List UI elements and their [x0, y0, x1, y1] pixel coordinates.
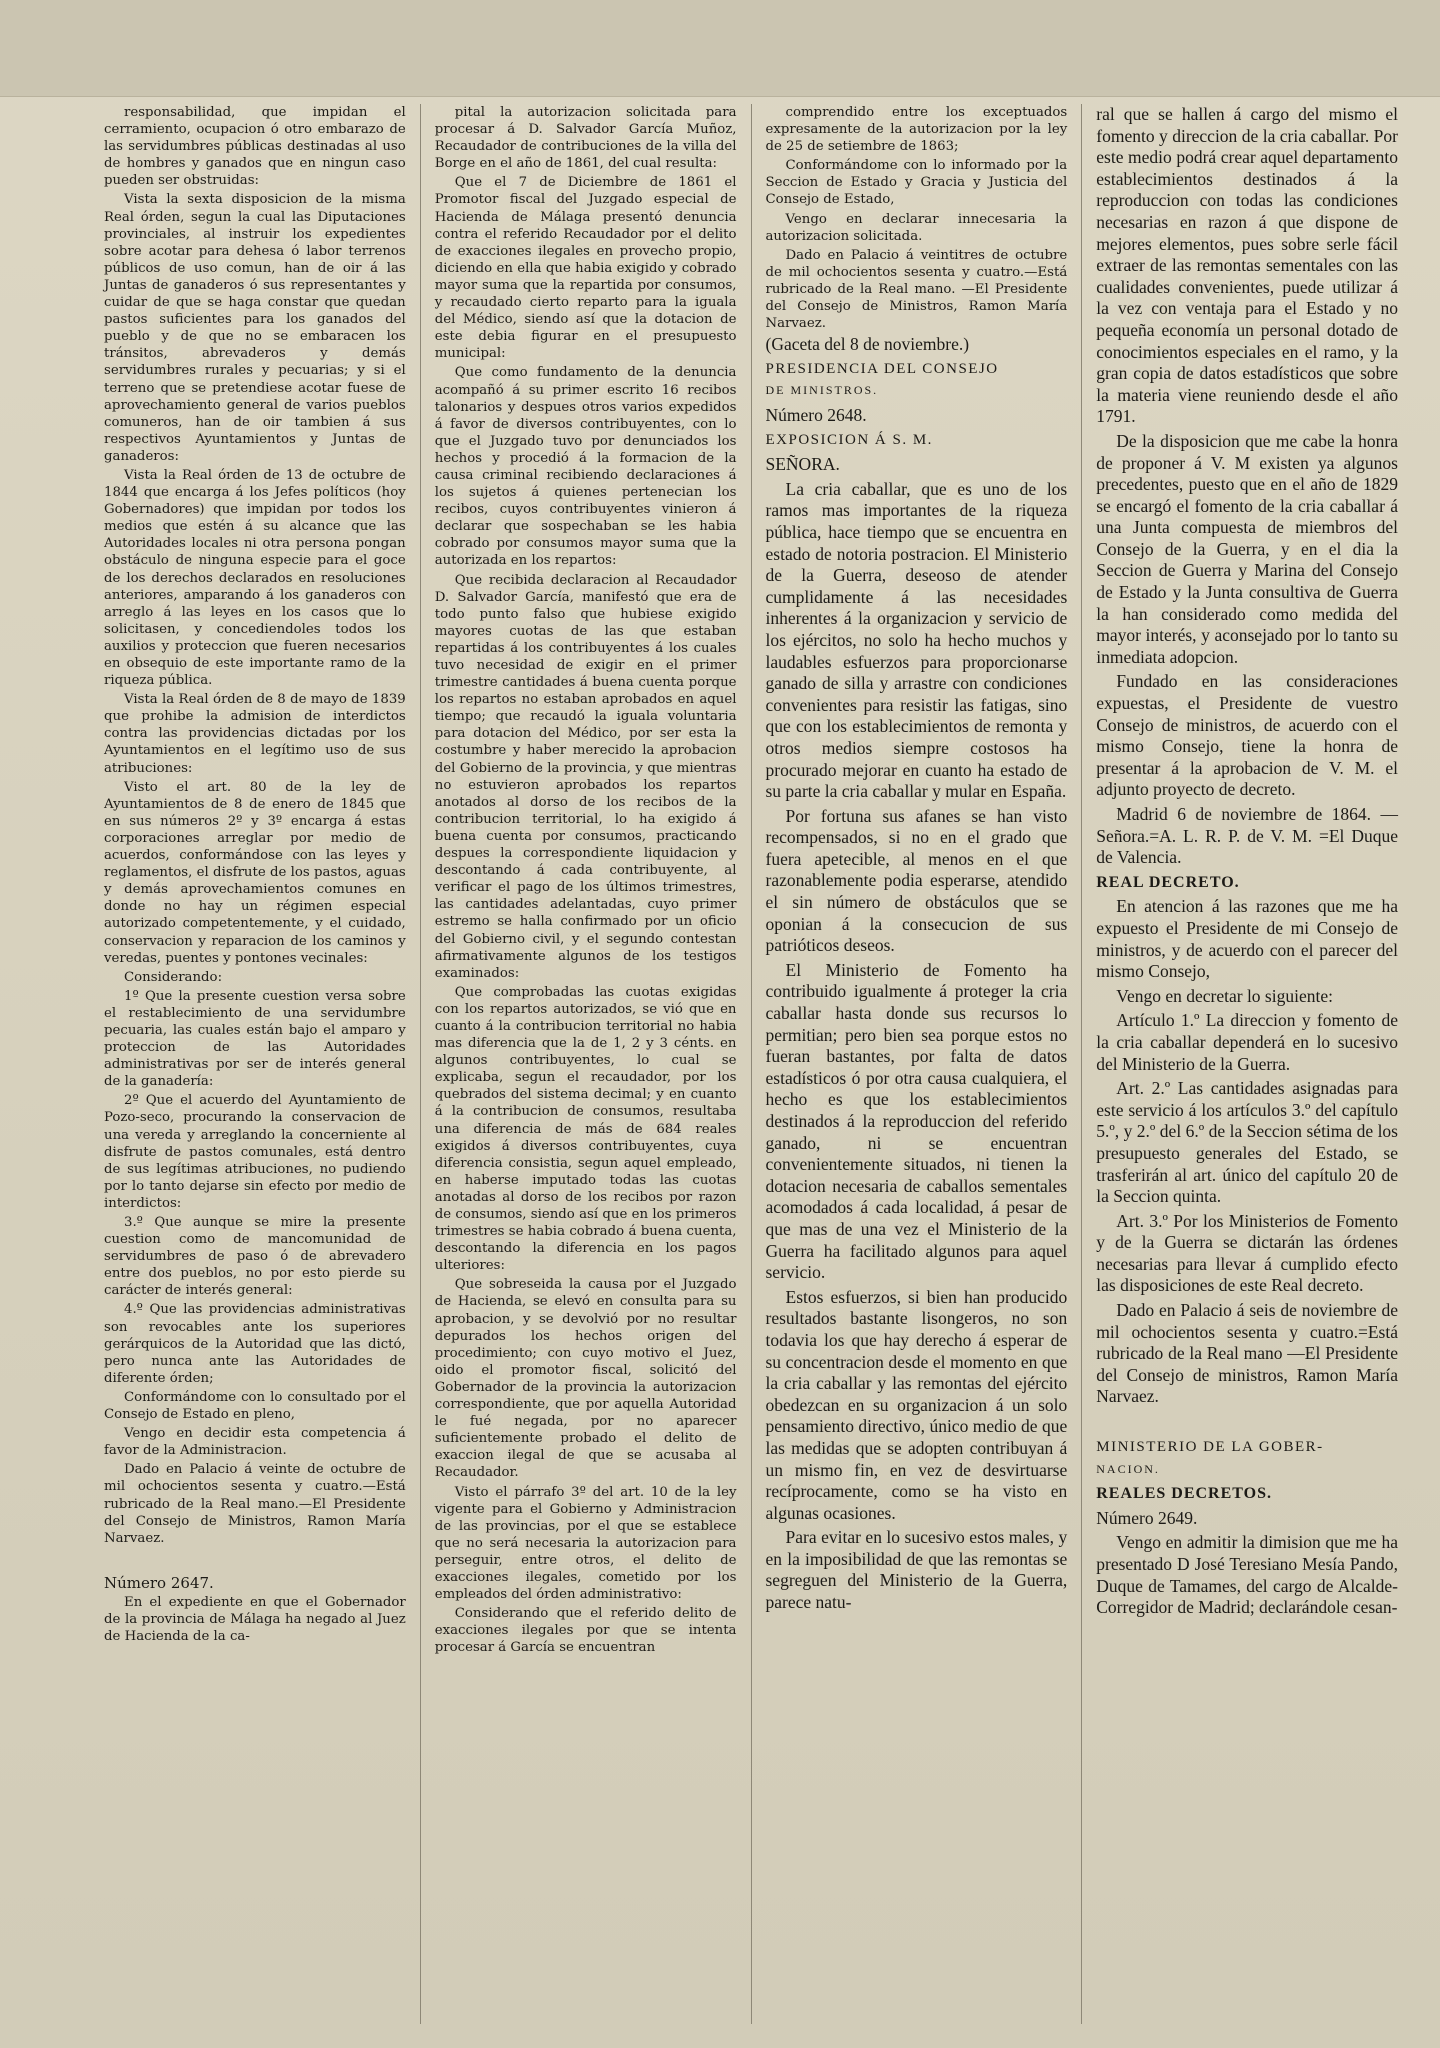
paragraph: Por fortuna sus afanes se han visto recompensados, si no en el grado que fuera apetecible, al menos en el que razonablemente podia esperarse, atendido el sin número de obstáculos que se oponian á la consecucion de sus patrióticos deseos. — [765, 805, 1068, 956]
paragraph: La cria caballar, que es uno de los ramos mas importantes de la riqueza pública, hace tiempo que se encuentra en estado de notoria postracion. El Ministerio de la Guerra, deseoso de atender cumplidamente á las necesidades inherentes á la organizacion y servicio de los ejércitos, no solo ha hecho muchos y laudables esfuerzos para proporcionarse ganado de silla y arrastre con condiciones convenientes para resistir las fatigas, sino que con los establecimientos de remonta y otros medios siempre costosos ha procurado mejorar en cuanto ha estado de su parte la cria caballar y mular en España. — [765, 478, 1068, 802]
paragraph: En el expediente en que el Gobernador de la provincia de Málaga ha negado al Juez de Hacienda de la ca- — [104, 1594, 406, 1645]
section-number: Número 2649. — [1096, 1507, 1198, 1528]
decree-title: REAL DECRETO. — [1096, 873, 1240, 891]
paragraph: responsabilidad, que impidan el cerramiento, ocupacion ó otro embarazo de las servidumbres públicas destinadas al uso de hombres y ganados que en ningun caso pueden ser obstruidas: — [104, 105, 406, 189]
paragraph: Que recibida declaracion al Recaudador D. Salvador García, manifestó que era de todo punto falso que hubiese exigido mayores cuotas de las que estaban repartidas á los contribuyentes á los cuales tuvo necesidad de exigir en el primer trimestre cantidades á buena cuenta porque los repartos no estaban aprobados en aquel tiempo; que recaudó la iguala voluntaria para dotacion del Médico, por ser esta la costumbre y haber merecido la aprobacion del Gobierno de la provincia, y que mientras no estuvieron aprobados los repartos anotados al dorso de los recibos de la contribucion territorial, lo ha exigido á buena cuenta por consumos, practicando despues la correspondiente liquidacion y descontando á cada contribuyente, al verificar el pago de los últimos trimestres, las cantidades adelantadas, cuyo primer estremo se halla confirmado por un oficio del Gobierno civil, y el segundo contestan afirmativamente algunos de los testigos examinados: — [434, 572, 737, 981]
decrees-title: REALES DECRETOS. — [1096, 1485, 1273, 1503]
paragraph: Vengo en declarar innecesaria la autorizacion solicitada. — [765, 211, 1068, 244]
paragraph: De la disposicion que me cabe la honra de proponer á V. M existen ya algunos precedentes, puesto que en el año de 1829 se encargó el fomento de la cria caballar á una Junta compuesta de miembros del Consejo de la Guerra, y en el dia la Seccion de Guerra y Marina del Consejo de Estado y la Junta consultiva de Guerra la han considerado como medida del mayor interés, y aconsejado por lo tanto su inmediata adopcion. — [1096, 430, 1398, 667]
paragraph: Vengo en admitir la dimision que me ha presentado D José Teresiano Mesía Pando, Duque de Tamames, del cargo de Alcalde-Corregidor de Madrid; declarándole cesan- — [1096, 1532, 1398, 1618]
paragraph: Conformándome con lo consultado por el Consejo de Estado en pleno, — [104, 1389, 406, 1423]
column-2 — [420, 104, 751, 2024]
paragraph: Considerando que el referido delito de exacciones ilegales por que se intenta procesar á García se encuentran — [434, 1606, 737, 1656]
gaceta-date: (Gaceta del 8 de noviembre.) — [765, 334, 970, 355]
paragraph: 3.º Que aunque se mire la presente cuestion como de mancomunidad de servidumbres de paso ó de abrevadero entre dos pueblos, no por esto pierde su carácter de interés general: — [104, 1215, 406, 1299]
ministry-title: MINISTERIO DE LA GOBER- — [1096, 1439, 1324, 1456]
paragraph: Art. 3.º Por los Ministerios de Fomento y de la Guerra se dictarán las órdenes necesarias para llevar á cumplido efecto las disposiciones de este Real decreto. — [1096, 1210, 1398, 1296]
paragraph: Conformándome con lo informado por la Seccion de Estado y Gracia y Justicia del Consejo de Estado, — [765, 158, 1068, 208]
ministry-subtitle: NACION. — [1096, 1461, 1160, 1476]
paragraph: Que el 7 de Diciembre de 1861 el Promotor fiscal del Juzgado especial de Hacienda de Málaga presentó denuncia contra el referido Recaudador por el delito de exacciones ilegales en provecho propio, diciendo en ella que habia exigido y cobrado mayor suma que la repartida por consumos, y recaudado cierto reparto para la iguala del Médico, siendo así que la dotacion de este debia figurar en el presupuesto municipal: — [434, 175, 737, 362]
page-top-margin — [0, 0, 1440, 97]
paragraph: En atencion á las razones que me ha expuesto el Presidente de mi Consejo de ministros, y de acuerdo con el parecer del mismo Consejo, — [1096, 896, 1398, 982]
paragraph: Vista la Real órden de 13 de octubre de 1844 que encarga á los Jefes políticos (hoy Gobernadores) que impidan por todos los medios que estén á su alcance que las Autoridades locales ni otra persona pongan obstáculo de ninguna especie para el goce de los derechos declarados en resoluciones anteriores, amparando á los ganaderos con arreglo á las leyes en los casos que lo solicitasen, y concediendoles todos los auxilios y proteccion que fueren necesarios en obsequio de este importante ramo de la riqueza pública. — [104, 467, 406, 689]
paragraph: Madrid 6 de noviembre de 1864. —Señora.=A. L. R. P. de V. M. =El Duque de Valencia. — [1096, 804, 1398, 868]
paragraph: Artículo 1.º La direccion y fomento de la cria caballar dependerá en lo sucesivo del Ministerio de la Guerra. — [1096, 1010, 1398, 1074]
paragraph: Que comprobadas las cuotas exigidas con los repartos autorizados, se vió que en cuanto á la contribucion territorial no habia mas diferencia que la de 1, 2 y 3 cénts. en algunos contribuyentes, lo cual se explicaba, segun el recaudador, por los quebrados del sistema decimal; y en cuanto á la contribucion de consumos, resultaba una diferencia de más de 684 reales exigidos á diversos contribuyentes, cuya diferencia consistia, segun aquel empleado, en haberse imputado todas las cuotas anotadas al dorso de los recibos por razon de consumos, siendo así que en los primeros trimestres se habia cobrado á buena cuenta, descontando la diferencia en los pagos ulteriores: — [434, 984, 737, 1274]
section-number: Número 2648. — [765, 405, 867, 425]
column-1 — [90, 104, 420, 2024]
columns — [90, 104, 1404, 2024]
paragraph: Para evitar en lo sucesivo estos males, y en la imposibilidad de que las remontas se segreguen del Ministerio de la Guerra, parece natu- — [765, 1527, 1068, 1613]
paragraph: Vengo en decretar lo siguiente: — [1116, 985, 1333, 1006]
exposition-title: EXPOSICION Á S. M. — [765, 431, 933, 448]
paragraph: Considerando: — [124, 969, 223, 985]
paragraph: Dado en Palacio á seis de noviembre de mil ochocientos sesenta y cuatro.=Está rubricado de la Real mano —El Presidente del Consejo de ministros, Ramon María Narvaez. — [1096, 1300, 1398, 1407]
paragraph: pital la autorizacion solicitada para procesar á D. Salvador García Muñoz, Recaudador de contribuciones de la villa del Borge en el año de 1861, del cual resulta: — [434, 105, 737, 172]
paragraph: 2º Que el acuerdo del Ayuntamiento de Pozo-seco, procurando la conservacion de una vereda y arreglando la concerniente al disfrute de pastos comunales, está dentro de sus legítimas atribuciones, no pudiendo por lo tanto dejarse sin efecto por medio de interdictos: — [104, 1093, 406, 1211]
paragraph: Visto el párrafo 3º del art. 10 de la ley vigente para el Gobierno y Administracion de las provincias, por el que se establece que no será necesaria la autorizacion para perseguir, entre otros, el delito de exacciones ilegales, cometido por los empleados del órden administrativo: — [434, 1484, 737, 1603]
paragraph: 1º Que la presente cuestion versa sobre el restablecimiento de una servidumbre pecuaria, las cuales están bajo el amparo y proteccion de las Autoridades administrativas por ser de interés general de la ganadería: — [104, 988, 406, 1090]
paragraph: Vista la Real órden de 8 de mayo de 1839 que prohibe la admision de interdictos contra las providencias dictadas por los Ayuntamientos en el legítimo uso de sus atribuciones: — [104, 692, 406, 776]
paragraph: Que sobreseida la causa por el Juzgado de Hacienda, se elevó en consulta para su aprobacion, y se devolvió por no resultar depurados los hechos origen del procedimiento; con cuyo motivo el Juez, oido el promotor fiscal, solicitó del Gobernador de la provincia la autorizacion correspondiente, que por aquella Autoridad le fué negada, por no aparecer suficientemente probado el delito de exaccion ilegal de que se acusaba al Recaudador. — [434, 1277, 737, 1481]
paragraph: Estos esfuerzos, si bien han producido resultados bastante lisongeros, no son todavia los que hay derecho á esperar de su concentracion desde el momento en que la cria caballar y las remontas del ejército obedezcan en su organizacion á un solo pensamiento directivo, único medio de que las medidas que se adopten contribuyan á un mismo fin, en vez de desvirtuarse recíprocamente, como se ha visto en algunas ocasiones. — [765, 1286, 1068, 1523]
salutation: SEÑORA. — [765, 454, 840, 475]
paragraph: Vengo en decidir esta competencia á favor de la Administracion. — [104, 1426, 406, 1459]
paragraph: 4.º Que las providencias administrativas son revocables ante los superiores gerárquicos de la Autoridad que las dictó, pero nunca ante las Autoridades de diferente órden; — [104, 1302, 406, 1386]
paragraph: Fundado en las consideraciones expuestas, el Presidente de vuestro Consejo de ministros, de acuerdo con el mismo Consejo, tiene la honra de presentar á la aprobacion de V. M. el adjunto proyecto de decreto. — [1096, 671, 1398, 800]
paragraph: Vista la sexta disposicion de la misma Real órden, segun la cual las Diputaciones provinciales, al instruir los expedientes sobre acotar para dehesa ó labor terrenos públicos de uso comun, han de oir á las Juntas de ganaderos ó sus representantes y cuidar de que se haga constar que quedan pastos suficientes para los ganados del pueblo y de que no se embaracen los tránsitos, abrevaderos y demás servidumbres rurales y pecuarias; y si el terreno que se pretendiese acotar fuese de aprovechamiento general de varios pueblos comuneros, han de oir tambien á sus respectivos Ayuntamientos y Juntas de ganaderos: — [104, 192, 406, 464]
paragraph: comprendido entre los exceptuados expresamente de la autorizacion por la ley de 25 de setiembre de 1863; — [765, 105, 1068, 155]
paragraph: Art. 2.º Las cantidades asignadas para este servicio á los artículos 3.º del capítulo 5.º, y 2.º del 6.º de la Seccion sétima de los presupuesto generales del Estado, se trasferirán al art. único del capítulo 20 de la Seccion quinta. — [1096, 1078, 1398, 1207]
paragraph: Dado en Palacio á veintitres de octubre de mil ochocientos sesenta y cuatro.—Está rubricado de la Real mano. —El Presidente del Consejo de Ministros, Ramon María Narvaez. — [765, 247, 1068, 332]
paragraph: El Ministerio de Fomento ha contribuido igualmente á proteger la cria caballar hasta donde sus recursos lo permitian; pero bien sea porque estos no fueran bastantes, por falta de datos estadísticos ó por otra causa cualquiera, el hecho es que los establecimientos destinados á la reproduccion del referido ganado, ni se encuentran convenientemente situados, ni tienen la dotacion necesaria de caballos sementales acomodados á cada localidad, á pesar de que mas de una vez el Ministerio de la Guerra ha facilitado algunos para aquel servicio. — [765, 959, 1068, 1283]
paragraph: Dado en Palacio á veinte de octubre de mil ochocientos sesenta y cuatro.—Está rubricado de la Real mano.—El Presidente del Consejo de Ministros, Ramon María Narvaez. — [104, 1462, 406, 1546]
section-title: PRESIDENCIA DEL CONSEJO — [765, 360, 999, 377]
column-3 — [751, 104, 1082, 2024]
section-number: Número 2647. — [104, 1573, 214, 1592]
section-subtitle: DE MINISTROS. — [765, 383, 879, 398]
paragraph: Que como fundamento de la denuncia acompañó á su primer escrito 16 recibos talonarios y despues otros varios expedidos á favor de diversos contribuyentes, con lo que el Juzgado tuvo por denunciados los hechos y procedió á la formacion de la causa criminal recibiendo declaraciones á los sujetos á quienes pertenecian los recibos, cuyos contribuyentes vinieron á declarar que sospechaban se les habia cobrado por consumos mayor suma que la autorizada en los repartos: — [434, 365, 737, 569]
paragraph: Visto el art. 80 de la ley de Ayuntamientos de 8 de enero de 1845 que en sus números 2º y 3º encarga á estas corporaciones arreglar por medio de acuerdos, conformándose con las leyes y reglamentos, el disfrute de los pastos, aguas y demás aprovechamientos comunes en donde no hay un régimen especial autorizado competentemente, y el cuidado, conservacion y reparacion de los caminos y veredas, puentes y pontones vecinales: — [104, 779, 406, 966]
column-4 — [1081, 104, 1404, 2024]
paragraph: ral que se hallen á cargo del mismo el fomento y direccion de la cria caballar. Por este medio podrá crear aquel departamento establecimientos destinados á la reproduccion con todas las condiciones necesarias en razon á que dispone de mejores elementos, pues sobre serle fácil extraer de las remontas sementales con las cualidades convenientes, puede utilizar á la vez con ventaja para el Estado y no pequeña economía un personal dotado de conocimientos especiales en el ramo, y la gran copia de datos estadísticos que sobre la materia viene reuniendo desde el año 1791. — [1096, 104, 1398, 427]
